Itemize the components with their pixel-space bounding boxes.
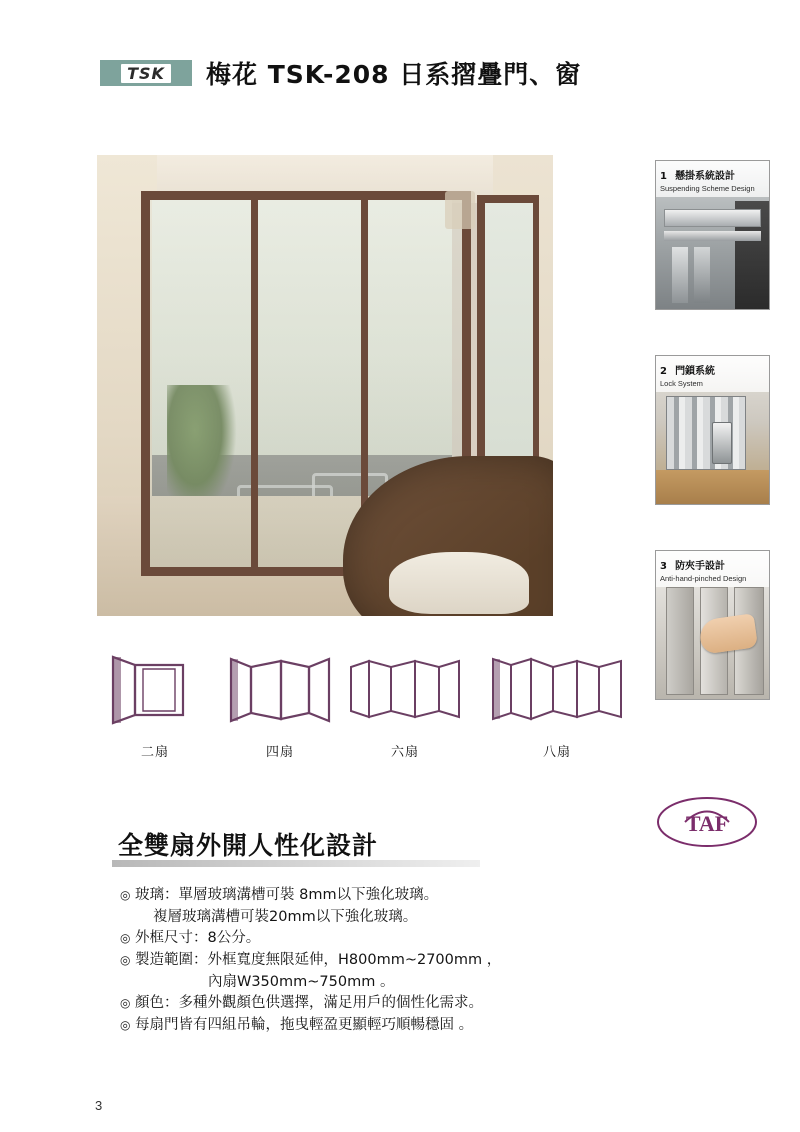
thumbnail-title-3: 防夾手設計: [675, 561, 726, 572]
thumbnail-title-2: 門鎖系統: [675, 366, 716, 377]
thumbnail-caption-suspending: [656, 161, 769, 197]
feature-thumbnail-suspending: [655, 160, 770, 310]
spec-text-rollers: 每扇門皆有四組吊輪，拖曳輕盈更顯輕巧順暢穩固 。: [135, 1017, 474, 1033]
taf-certification-logo: [655, 795, 760, 849]
diagram-six-panel: [345, 645, 465, 760]
thumbnail-subtitle-1: Suspending Scheme Design: [660, 184, 755, 193]
spec-bullet-icon: ◎: [120, 953, 131, 967]
diagram-six-panel-svg: [345, 645, 465, 735]
diagram-four-panel: [225, 645, 335, 760]
spec-item-color: [120, 993, 680, 1014]
taf-logo-svg: [655, 795, 760, 849]
spec-text-glass: 玻璃：單層玻璃溝槽可裝 8mm以下強化玻璃。: [135, 887, 439, 903]
main-product-photo: [97, 155, 553, 616]
diagram-two-panel: [105, 645, 205, 760]
diagram-two-panel-svg: [105, 645, 205, 735]
spec-subtext-manufacture-range: 內扇W350mm~750mm 。: [208, 974, 395, 990]
spec-item-frame-size: [120, 928, 680, 949]
diagram-label-eight: 八扇: [542, 745, 571, 760]
diagram-four-panel-svg: [225, 645, 335, 735]
thumbnail-title-1: 懸掛系統設計: [675, 171, 736, 182]
feature-thumbnail-lock: [655, 355, 770, 505]
spec-text-color: 顏色：多種外觀顏色供選擇，滿足用戶的個性化需求。: [135, 995, 483, 1011]
thumbnail-number-2: 2: [660, 366, 667, 377]
photo-sofa-cushion: [389, 552, 529, 614]
spec-bullet-icon: ◎: [120, 931, 131, 945]
page-header: [100, 55, 581, 91]
page-title: 梅花 TSK-208 日系摺疊門、窗: [206, 60, 582, 89]
thumbnail-subtitle-2: Lock System: [660, 379, 703, 388]
photo-lamp: [445, 191, 475, 229]
thumbnail-subtitle-3: Anti-hand-pinched Design: [660, 574, 747, 583]
spec-item-rollers: [120, 1015, 680, 1036]
spec-item-glass: [120, 885, 680, 906]
feature-thumbnail-anti-pinch: [655, 550, 770, 700]
spec-text-frame-size: 外框尺寸：8公分。: [135, 930, 261, 946]
thumbnail-number-1: 1: [660, 171, 667, 182]
taf-logo-text: TAF: [685, 811, 729, 836]
thumbnail-number-3: 3: [660, 561, 667, 572]
diagram-eight-panel-svg: [487, 645, 627, 735]
thumbnail-caption-lock: [656, 356, 769, 392]
spec-subtext-glass: 複層玻璃溝槽可裝20mm以下強化玻璃。: [153, 909, 418, 925]
thumbnail-caption-anti-pinch: [656, 551, 769, 587]
photo-door-mullion-1: [251, 191, 258, 576]
tsk-logo: [100, 60, 192, 86]
fold-configuration-diagrams: [97, 645, 657, 765]
page-number: 3: [95, 1098, 103, 1113]
diagram-label-six: 六扇: [390, 745, 419, 760]
spec-text-manufacture-range: 製造範圍：外框寬度無限延伸，H800mm~2700mm ，: [135, 952, 502, 968]
spec-bullet-icon: ◎: [120, 888, 131, 902]
diagram-label-two: 二扇: [140, 745, 169, 760]
spec-title: 全雙扇外開人性化設計: [118, 831, 379, 860]
spec-item-manufacture-range: [120, 950, 680, 971]
spec-bullet-icon: ◎: [120, 1018, 131, 1032]
tsk-logo-text: TSK: [121, 64, 171, 83]
diagram-label-four: 四扇: [265, 745, 294, 760]
spec-bullet-icon: ◎: [120, 996, 131, 1010]
diagram-eight-panel: [487, 645, 627, 760]
spec-list: [120, 885, 680, 1037]
